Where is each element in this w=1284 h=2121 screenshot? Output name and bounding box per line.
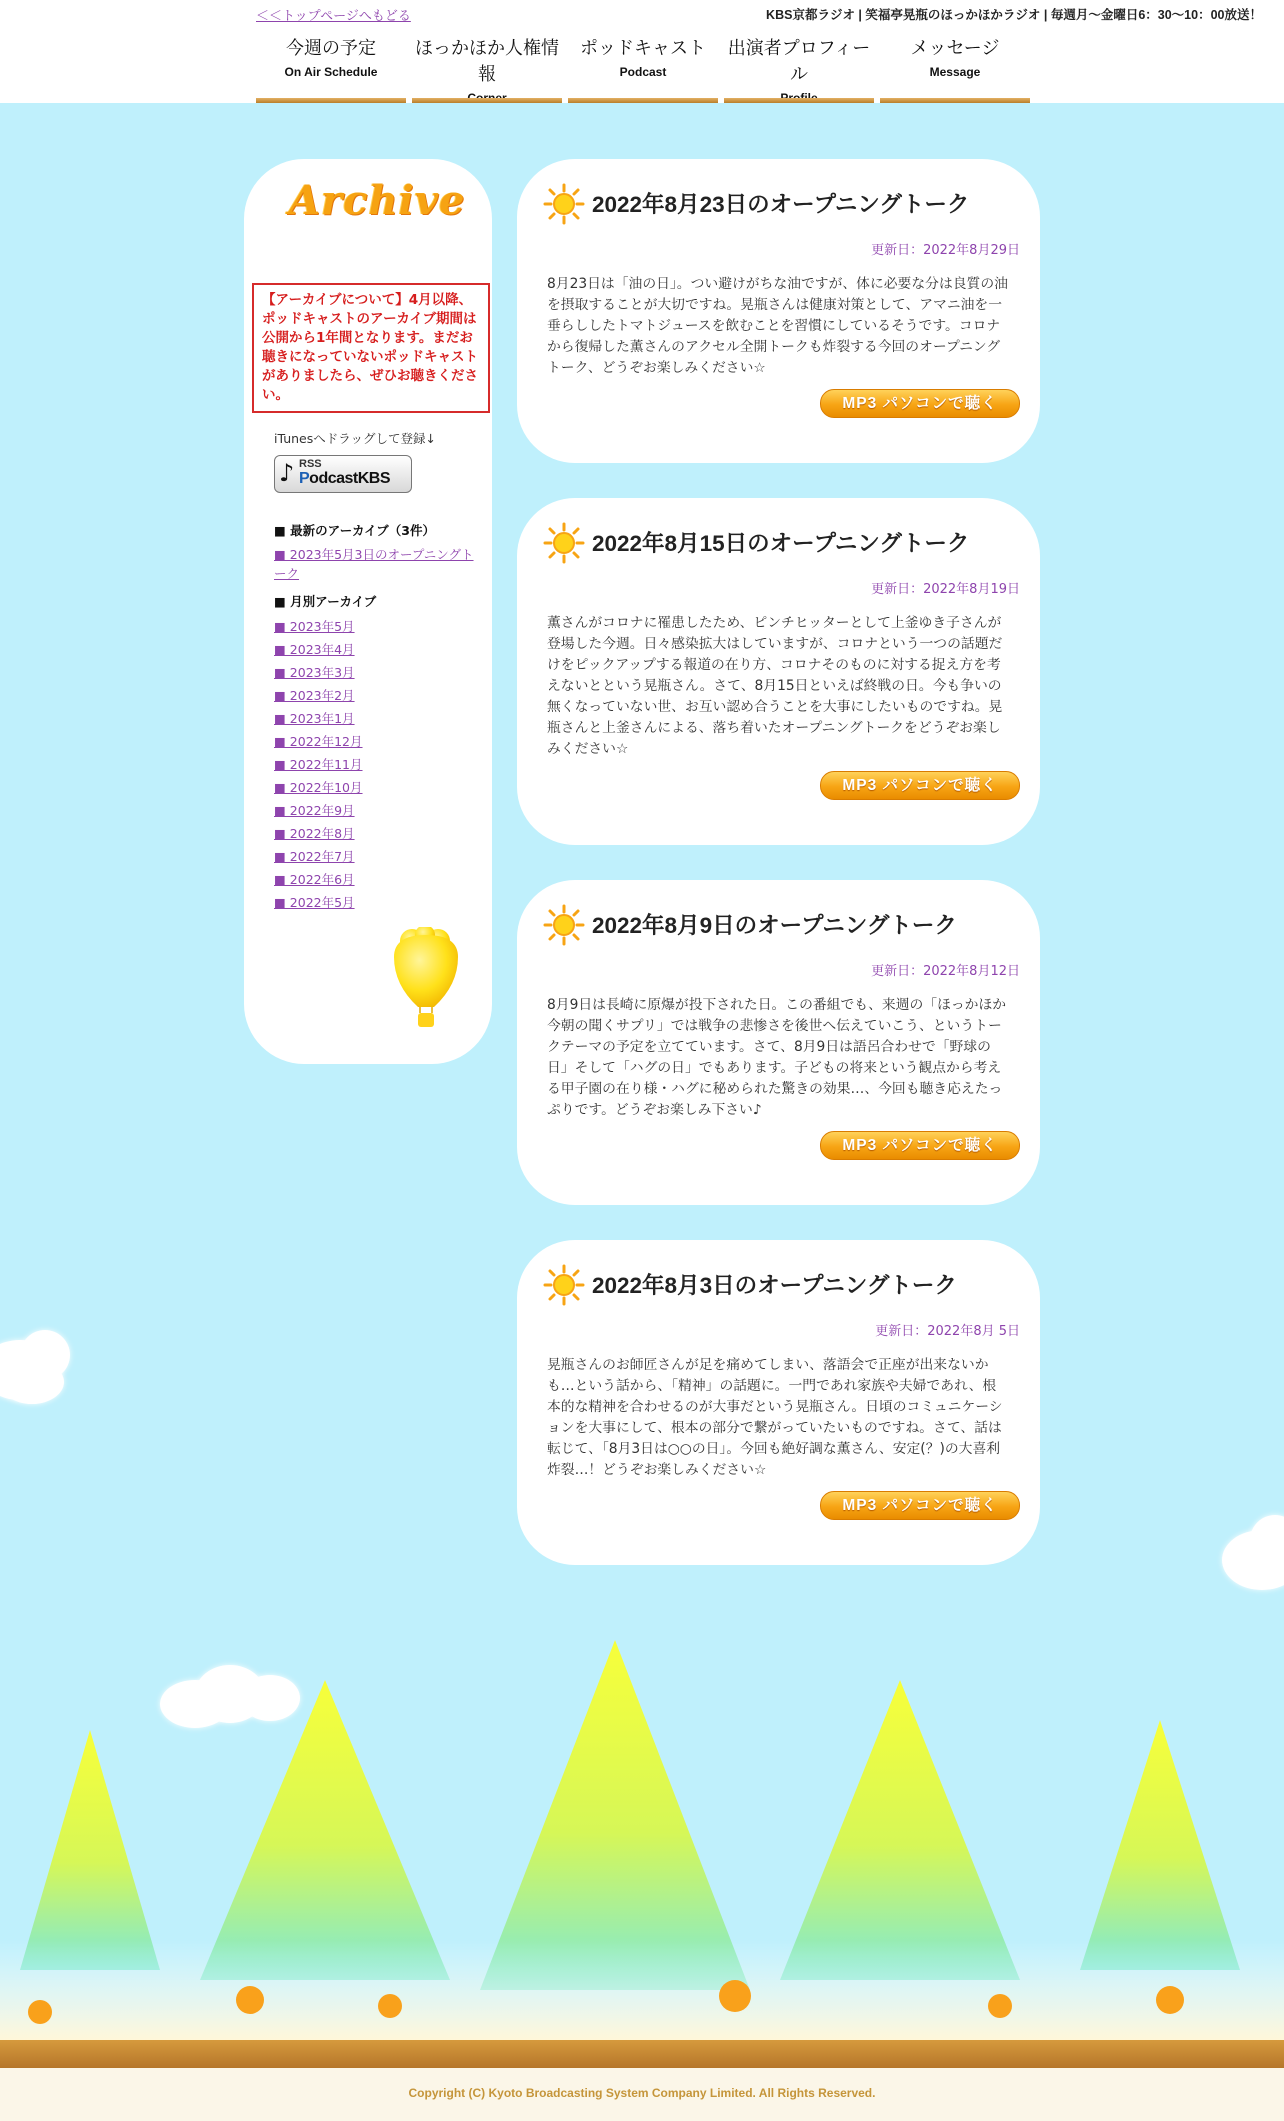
nav-label: ほっかほか人権情報	[415, 38, 559, 85]
article-title: 2022年8月23日のオープニングトーク	[592, 192, 970, 217]
footer	[0, 2068, 1284, 2121]
month-link[interactable]: ■ 2022年12月	[274, 734, 363, 749]
article-title: 2022年8月9日のオープニングトーク	[592, 913, 957, 938]
nav-underline	[568, 98, 718, 103]
sun-icon	[543, 183, 585, 225]
balloon-icon	[390, 927, 462, 1035]
month-link[interactable]: ■ 2022年8月	[274, 826, 355, 841]
month-link[interactable]: ■ 2023年1月	[274, 711, 355, 726]
nav-underline	[256, 98, 406, 103]
site-header	[0, 0, 1284, 103]
nav-podcast[interactable]	[568, 28, 718, 103]
nav-sublabel: On Air Schedule	[284, 65, 378, 79]
mp3-play-button[interactable]: MP3 パソコンで聴く	[820, 1131, 1020, 1160]
nav-underline	[880, 98, 1030, 103]
sun-icon	[543, 1264, 585, 1306]
itunes-hint: iTunesへドラッグして登録↓	[274, 431, 436, 446]
month-link[interactable]: ■ 2023年4月	[274, 642, 355, 657]
article-updated-date: 更新日：2022年8月 5日	[875, 1324, 1020, 1339]
month-link[interactable]: ■ 2023年5月	[274, 619, 355, 634]
nav-sublabel: Podcast	[619, 65, 667, 79]
sun-icon	[543, 904, 585, 946]
article-body: 晃瓶さんのお師匠さんが足を痛めてしまい、落語会で正座が出来ないかも…という話から、「精神」の話題に。一門であれ家族や夫婦であれ、根本的な精神を合わせるのが大事だという晃瓶さん。日頃のコミュニケーションを大事にして、根本の部分で繋がっていたいものですね。さて、話は転じて、「8月3日は○○の日」。今回も絶好調な薫さん、安定(？)の大喜利炸裂…！どうぞお楽しみください☆	[547, 1357, 1003, 1478]
nav-corner[interactable]	[412, 28, 562, 103]
article-updated-date: 更新日：2022年8月19日	[871, 582, 1020, 597]
article-updated-date: 更新日：2022年8月12日	[871, 964, 1020, 979]
nav-sublabel: Message	[929, 65, 981, 79]
article-card	[517, 1240, 1040, 1565]
tree	[20, 1640, 1240, 1990]
month-link[interactable]: ■ 2022年10月	[274, 780, 363, 795]
latest-archive-link[interactable]: ■ 2023年5月3日のオープニングトーク	[274, 547, 474, 581]
month-link[interactable]: ■ 2023年3月	[274, 665, 355, 680]
nav-schedule[interactable]	[256, 28, 406, 103]
nav-label: メッセージ	[910, 38, 1000, 59]
nav-label: ポッドキャスト	[580, 38, 706, 59]
podcast-rss-button[interactable]	[274, 455, 412, 493]
mp3-play-button[interactable]: MP3 パソコンで聴く	[820, 1491, 1020, 1520]
copyright-text: Copyright (C) Kyoto Broadcasting System Company Limited. All Rights Reserved.	[408, 2086, 876, 2100]
nav-label: 出演者プロフィール	[727, 38, 871, 85]
latest-archive-heading: ■ 最新のアーカイブ（3件）	[274, 523, 435, 538]
article-card	[517, 498, 1040, 845]
article-title: 2022年8月15日のオープニングトーク	[592, 531, 970, 556]
archive-logo: Archive	[289, 177, 466, 224]
month-link[interactable]: ■ 2022年11月	[274, 757, 363, 772]
month-link[interactable]: ■ 2022年5月	[274, 895, 355, 910]
article-body: 薫さんがコロナに罹患したため、ピンチヒッターとして上釜ゆき子さんが登場した今週。日々感染拡大はしていますが、コロナという一つの話題だけをピックアップする報道の在り方、コロナそのものに対する捉え方を考えないとという晃瓶さん。さて、8月15日といえば終戦の日。今も争いの無くなっていない世、お互い認め合うことを大事にしたいものですね。晃瓶さんと上釜さんによる、落ち着いたオープニングトークをどうぞお楽しみください☆	[547, 615, 1003, 757]
article-card	[517, 159, 1040, 463]
podcast-kbs-label: PodcastKBS	[299, 470, 391, 487]
nav-underline	[724, 98, 874, 103]
article-title: 2022年8月3日のオープニングトーク	[592, 1273, 957, 1298]
article-card	[517, 880, 1040, 1205]
archive-sidebar	[244, 159, 492, 1064]
site-tagline: KBS京都ラジオ | 笑福亭晃瓶のほっかほかラジオ | 毎週月～金曜日6：30～10：00放送！	[766, 8, 1262, 22]
monthly-archive-heading: ■ 月別アーカイブ	[274, 594, 377, 609]
mp3-play-button[interactable]: MP3 パソコンで聴く	[820, 389, 1020, 418]
nav-underline	[412, 98, 562, 103]
sun-icon	[543, 522, 585, 564]
nav-label: 今週の予定	[286, 38, 376, 59]
month-link[interactable]: ■ 2022年6月	[274, 872, 355, 887]
forest-illustration	[0, 1640, 1284, 2040]
article-body: 8月23日は「油の日」。つい避けがちな油ですが、体に必要な分は良質の油を摂取することが大切ですね。晃瓶さんは健康対策として、アマニ油を一垂らししたトマトジュースを飲むことを習慣にしているそうです。コロナから復帰した薫さんのアクセル全開トークも炸裂する今回のオープニングトーク、どうぞお楽しみください☆	[547, 276, 1008, 376]
month-link[interactable]: ■ 2022年9月	[274, 803, 355, 818]
wooden-ground-strip	[0, 2040, 1284, 2068]
month-link[interactable]: ■ 2023年2月	[274, 688, 355, 703]
back-to-top-link[interactable]: ＜＜トップページへもどる	[256, 8, 411, 23]
mp3-play-button[interactable]: MP3 パソコンで聴く	[820, 771, 1020, 800]
article-updated-date: 更新日：2022年8月29日	[871, 243, 1020, 258]
music-note-icon: ♪	[279, 459, 295, 487]
rss-label: RSS	[299, 458, 322, 470]
nav-message[interactable]	[880, 28, 1030, 103]
article-body: 8月9日は長崎に原爆が投下された日。この番組でも、来週の「ほっかほか今朝の聞くサプリ」では戦争の悲惨さを後世へ伝えていこう、というトークテーマの予定を立てています。さて、8月9日は語呂合わせで「野球の日」そして「ハグの日」でもあります。子どもの将来という観点から考える甲子園の在り様・ハグに秘められた驚きの効果…、今回も聴き応えたっぷりです。どうぞお楽しみ下さい♪	[547, 997, 1007, 1118]
month-link[interactable]: ■ 2022年7月	[274, 849, 355, 864]
archive-notice: 【アーカイブについて】4月以降、ポッドキャストのアーカイブ期間は公開から1年間となります。まだお聴きになっていないポッドキャストがありましたら、ぜひお聴きください。	[252, 283, 490, 413]
nav-profile[interactable]	[724, 28, 874, 103]
